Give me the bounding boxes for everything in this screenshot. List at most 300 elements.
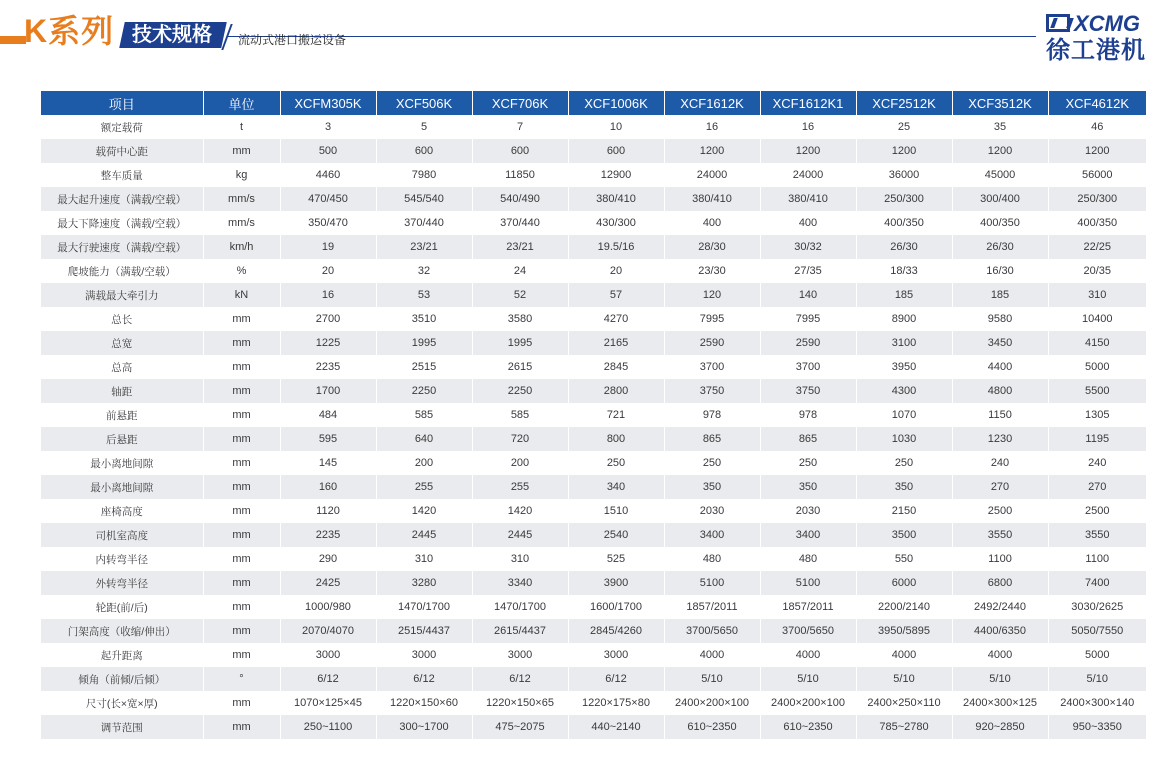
value-cell: 370/440 — [472, 211, 568, 235]
value-cell: 5/10 — [1048, 667, 1146, 691]
table-row — [41, 547, 1146, 571]
value-cell: 290 — [280, 547, 376, 571]
value-cell: 5 — [376, 115, 472, 139]
unit-cell: kg — [203, 163, 280, 187]
value-cell: 430/300 — [568, 211, 664, 235]
value-cell: 18/33 — [856, 259, 952, 283]
value-cell: 57 — [568, 283, 664, 307]
value-cell: 255 — [376, 475, 472, 499]
value-cell: 2030 — [664, 499, 760, 523]
column-header: XCF3512K — [952, 91, 1048, 115]
value-cell: 5100 — [760, 571, 856, 595]
row-label: 满载最大牵引力 — [41, 283, 203, 307]
unit-cell: mm — [203, 427, 280, 451]
value-cell: 2800 — [568, 379, 664, 403]
column-header: 项目 — [41, 91, 203, 115]
value-cell: 2400×250×110 — [856, 691, 952, 715]
value-cell: 640 — [376, 427, 472, 451]
value-cell: 45000 — [952, 163, 1048, 187]
value-cell: 350/470 — [280, 211, 376, 235]
value-cell: 600 — [376, 139, 472, 163]
row-label: 座椅高度 — [41, 499, 203, 523]
value-cell: 2500 — [1048, 499, 1146, 523]
value-cell: 3700 — [760, 355, 856, 379]
unit-cell: mm — [203, 403, 280, 427]
value-cell: 400/350 — [952, 211, 1048, 235]
row-label: 总高 — [41, 355, 203, 379]
value-cell: 6000 — [856, 571, 952, 595]
value-cell: 3450 — [952, 331, 1048, 355]
value-cell: 2445 — [376, 523, 472, 547]
value-cell: 6/12 — [280, 667, 376, 691]
value-cell: 3100 — [856, 331, 952, 355]
value-cell: 1200 — [952, 139, 1048, 163]
value-cell: 120 — [664, 283, 760, 307]
value-cell: 2200/2140 — [856, 595, 952, 619]
value-cell: 3550 — [952, 523, 1048, 547]
value-cell: 1305 — [1048, 403, 1146, 427]
value-cell: 920~2850 — [952, 715, 1048, 739]
row-label: 最小离地间隙 — [41, 451, 203, 475]
table-row — [41, 691, 1146, 715]
value-cell: 2400×200×100 — [664, 691, 760, 715]
value-cell: 3340 — [472, 571, 568, 595]
value-cell: 1120 — [280, 499, 376, 523]
value-cell: 10400 — [1048, 307, 1146, 331]
value-cell: 10 — [568, 115, 664, 139]
value-cell: 255 — [472, 475, 568, 499]
value-cell: 1195 — [1048, 427, 1146, 451]
row-label: 后悬距 — [41, 427, 203, 451]
value-cell: 380/410 — [568, 187, 664, 211]
value-cell: 785~2780 — [856, 715, 952, 739]
row-label: 门架高度（收缩/伸出） — [41, 619, 203, 643]
value-cell: 720 — [472, 427, 568, 451]
value-cell: 1000/980 — [280, 595, 376, 619]
value-cell: 22/25 — [1048, 235, 1146, 259]
value-cell: 3510 — [376, 307, 472, 331]
value-cell: 3580 — [472, 307, 568, 331]
unit-cell: mm — [203, 691, 280, 715]
value-cell: 978 — [664, 403, 760, 427]
column-header: XCFM305K — [280, 91, 376, 115]
value-cell: 3000 — [472, 643, 568, 667]
value-cell: 865 — [664, 427, 760, 451]
value-cell: 1225 — [280, 331, 376, 355]
value-cell: 4800 — [952, 379, 1048, 403]
row-label: 总长 — [41, 307, 203, 331]
value-cell: 19 — [280, 235, 376, 259]
value-cell: 400/350 — [856, 211, 952, 235]
table-row — [41, 211, 1146, 235]
value-cell: 545/540 — [376, 187, 472, 211]
value-cell: 2700 — [280, 307, 376, 331]
value-cell: 24 — [472, 259, 568, 283]
row-label: 轴距 — [41, 379, 203, 403]
value-cell: 28/30 — [664, 235, 760, 259]
value-cell: 484 — [280, 403, 376, 427]
value-cell: 400 — [760, 211, 856, 235]
row-label: 内转弯半径 — [41, 547, 203, 571]
column-header: XCF1612K1 — [760, 91, 856, 115]
value-cell: 1220×175×80 — [568, 691, 664, 715]
value-cell: 3950 — [856, 355, 952, 379]
page-header — [0, 0, 1175, 80]
value-cell: 300/400 — [952, 187, 1048, 211]
value-cell: 4000 — [664, 643, 760, 667]
table-header-row — [41, 91, 1146, 115]
value-cell: 2165 — [568, 331, 664, 355]
table-row — [41, 715, 1146, 739]
value-cell: 3700 — [664, 355, 760, 379]
row-label: 最小离地间隙 — [41, 475, 203, 499]
value-cell: 2590 — [760, 331, 856, 355]
value-cell: 5/10 — [856, 667, 952, 691]
value-cell: 46 — [1048, 115, 1146, 139]
value-cell: 2445 — [472, 523, 568, 547]
table-row — [41, 523, 1146, 547]
value-cell: 200 — [472, 451, 568, 475]
logo-en-text: XCMG — [1074, 11, 1140, 36]
value-cell: 525 — [568, 547, 664, 571]
value-cell: 8900 — [856, 307, 952, 331]
table-row — [41, 595, 1146, 619]
table-row — [41, 379, 1146, 403]
table-row — [41, 355, 1146, 379]
value-cell: 270 — [952, 475, 1048, 499]
value-cell: 250 — [760, 451, 856, 475]
logo-cn-text: 徐工港机 — [1046, 37, 1146, 64]
value-cell: 950~3350 — [1048, 715, 1146, 739]
table-row — [41, 667, 1146, 691]
table-row — [41, 427, 1146, 451]
table-row — [41, 139, 1146, 163]
value-cell: 2425 — [280, 571, 376, 595]
value-cell: 3000 — [280, 643, 376, 667]
value-cell: 2235 — [280, 523, 376, 547]
value-cell: 440~2140 — [568, 715, 664, 739]
table-row — [41, 403, 1146, 427]
value-cell: 16/30 — [952, 259, 1048, 283]
row-label: 爬坡能力（满载/空载） — [41, 259, 203, 283]
accent-bar — [0, 36, 26, 44]
table-row — [41, 187, 1146, 211]
spec-table — [41, 91, 1146, 739]
value-cell: 1470/1700 — [472, 595, 568, 619]
value-cell: 5/10 — [760, 667, 856, 691]
unit-cell: mm/s — [203, 187, 280, 211]
value-cell: 2515 — [376, 355, 472, 379]
value-cell: 585 — [376, 403, 472, 427]
table-row — [41, 283, 1146, 307]
value-cell: 1200 — [664, 139, 760, 163]
value-cell: 800 — [568, 427, 664, 451]
value-cell: 3750 — [664, 379, 760, 403]
table-body — [41, 115, 1146, 739]
value-cell: 380/410 — [664, 187, 760, 211]
value-cell: 7995 — [760, 307, 856, 331]
unit-cell: mm — [203, 643, 280, 667]
unit-cell: mm — [203, 715, 280, 739]
value-cell: 1220×150×65 — [472, 691, 568, 715]
value-cell: 6/12 — [568, 667, 664, 691]
value-cell: 3400 — [664, 523, 760, 547]
row-label: 调节范围 — [41, 715, 203, 739]
value-cell: 310 — [376, 547, 472, 571]
value-cell: 36000 — [856, 163, 952, 187]
value-cell: 160 — [280, 475, 376, 499]
value-cell: 1995 — [472, 331, 568, 355]
column-header: XCF706K — [472, 91, 568, 115]
value-cell: 4400/6350 — [952, 619, 1048, 643]
value-cell: 250 — [568, 451, 664, 475]
row-label: 载荷中心距 — [41, 139, 203, 163]
value-cell: 1200 — [760, 139, 856, 163]
value-cell: 26/30 — [856, 235, 952, 259]
value-cell: 23/21 — [472, 235, 568, 259]
value-cell: 3950/5895 — [856, 619, 952, 643]
value-cell: 3000 — [376, 643, 472, 667]
value-cell: 1100 — [1048, 547, 1146, 571]
value-cell: 3750 — [760, 379, 856, 403]
table-row — [41, 643, 1146, 667]
value-cell: 3700/5650 — [664, 619, 760, 643]
value-cell: 3030/2625 — [1048, 595, 1146, 619]
value-cell: 978 — [760, 403, 856, 427]
value-cell: 5000 — [1048, 643, 1146, 667]
value-cell: 5050/7550 — [1048, 619, 1146, 643]
row-label: 前悬距 — [41, 403, 203, 427]
value-cell: 1030 — [856, 427, 952, 451]
value-cell: 2400×300×125 — [952, 691, 1048, 715]
value-cell: 240 — [952, 451, 1048, 475]
table-row — [41, 619, 1146, 643]
column-header: XCF2512K — [856, 91, 952, 115]
value-cell: 23/21 — [376, 235, 472, 259]
value-cell: 1510 — [568, 499, 664, 523]
row-label: 司机室高度 — [41, 523, 203, 547]
row-label: 外转弯半径 — [41, 571, 203, 595]
value-cell: 12900 — [568, 163, 664, 187]
value-cell: 140 — [760, 283, 856, 307]
value-cell: 2400×200×100 — [760, 691, 856, 715]
value-cell: 200 — [376, 451, 472, 475]
unit-cell: mm — [203, 619, 280, 643]
value-cell: 1230 — [952, 427, 1048, 451]
unit-cell: mm — [203, 475, 280, 499]
value-cell: 2400×300×140 — [1048, 691, 1146, 715]
value-cell: 5000 — [1048, 355, 1146, 379]
unit-cell: ° — [203, 667, 280, 691]
value-cell: 3000 — [568, 643, 664, 667]
unit-cell: mm — [203, 451, 280, 475]
unit-cell: mm — [203, 355, 280, 379]
value-cell: 7980 — [376, 163, 472, 187]
value-cell: 3900 — [568, 571, 664, 595]
value-cell: 3280 — [376, 571, 472, 595]
value-cell: 20 — [568, 259, 664, 283]
value-cell: 250~1100 — [280, 715, 376, 739]
value-cell: 185 — [856, 283, 952, 307]
value-cell: 865 — [760, 427, 856, 451]
value-cell: 350 — [664, 475, 760, 499]
column-header: XCF506K — [376, 91, 472, 115]
value-cell: 32 — [376, 259, 472, 283]
value-cell: 5500 — [1048, 379, 1146, 403]
value-cell: 600 — [472, 139, 568, 163]
table-row — [41, 259, 1146, 283]
value-cell: 6/12 — [472, 667, 568, 691]
value-cell: 4000 — [760, 643, 856, 667]
unit-cell: mm — [203, 139, 280, 163]
value-cell: 2150 — [856, 499, 952, 523]
value-cell: 6800 — [952, 571, 1048, 595]
value-cell: 240 — [1048, 451, 1146, 475]
value-cell: 1995 — [376, 331, 472, 355]
value-cell: 3500 — [856, 523, 952, 547]
table-row — [41, 235, 1146, 259]
table-row — [41, 307, 1146, 331]
value-cell: 350 — [760, 475, 856, 499]
value-cell: 1420 — [376, 499, 472, 523]
spec-tag-label: 技术规格 — [132, 24, 212, 46]
table-row — [41, 331, 1146, 355]
value-cell: 6/12 — [376, 667, 472, 691]
value-cell: 500 — [280, 139, 376, 163]
column-header: 单位 — [203, 91, 280, 115]
unit-cell: t — [203, 115, 280, 139]
value-cell: 2500 — [952, 499, 1048, 523]
value-cell: 27/35 — [760, 259, 856, 283]
value-cell: 550 — [856, 547, 952, 571]
value-cell: 7 — [472, 115, 568, 139]
unit-cell: mm/s — [203, 211, 280, 235]
value-cell: 16 — [760, 115, 856, 139]
value-cell: 2070/4070 — [280, 619, 376, 643]
value-cell: 23/30 — [664, 259, 760, 283]
value-cell: 24000 — [760, 163, 856, 187]
value-cell: 2235 — [280, 355, 376, 379]
value-cell: 400/350 — [1048, 211, 1146, 235]
value-cell: 2540 — [568, 523, 664, 547]
value-cell: 1470/1700 — [376, 595, 472, 619]
unit-cell: km/h — [203, 235, 280, 259]
row-label: 最大起升速度（满载/空载） — [41, 187, 203, 211]
value-cell: 11850 — [472, 163, 568, 187]
table-row — [41, 451, 1146, 475]
value-cell: 2590 — [664, 331, 760, 355]
value-cell: 1600/1700 — [568, 595, 664, 619]
value-cell: 2615/4437 — [472, 619, 568, 643]
value-cell: 400 — [664, 211, 760, 235]
unit-cell: kN — [203, 283, 280, 307]
row-label: 倾角（前倾/后倾） — [41, 667, 203, 691]
column-header: XCF1612K — [664, 91, 760, 115]
value-cell: 1220×150×60 — [376, 691, 472, 715]
value-cell: 1070×125×45 — [280, 691, 376, 715]
value-cell: 2515/4437 — [376, 619, 472, 643]
value-cell: 9580 — [952, 307, 1048, 331]
table-row — [41, 163, 1146, 187]
unit-cell: mm — [203, 331, 280, 355]
value-cell: 300~1700 — [376, 715, 472, 739]
value-cell: 470/450 — [280, 187, 376, 211]
value-cell: 380/410 — [760, 187, 856, 211]
value-cell: 53 — [376, 283, 472, 307]
value-cell: 20 — [280, 259, 376, 283]
subtitle: 流动式港口搬运设备 — [238, 33, 347, 47]
value-cell: 19.5/16 — [568, 235, 664, 259]
value-cell: 1150 — [952, 403, 1048, 427]
value-cell: 4300 — [856, 379, 952, 403]
value-cell: 5/10 — [952, 667, 1048, 691]
row-label: 起升距离 — [41, 643, 203, 667]
value-cell: 7995 — [664, 307, 760, 331]
xcmg-logo — [1046, 12, 1156, 68]
value-cell: 145 — [280, 451, 376, 475]
value-cell: 2845/4260 — [568, 619, 664, 643]
value-cell: 4270 — [568, 307, 664, 331]
value-cell: 25 — [856, 115, 952, 139]
value-cell: 20/35 — [1048, 259, 1146, 283]
value-cell: 52 — [472, 283, 568, 307]
value-cell: 26/30 — [952, 235, 1048, 259]
row-label: 轮距(前/后) — [41, 595, 203, 619]
value-cell: 250/300 — [856, 187, 952, 211]
value-cell: 480 — [664, 547, 760, 571]
column-header: XCF1006K — [568, 91, 664, 115]
value-cell: 2250 — [376, 379, 472, 403]
value-cell: 3700/5650 — [760, 619, 856, 643]
value-cell: 1070 — [856, 403, 952, 427]
unit-cell: mm — [203, 307, 280, 331]
table-row — [41, 571, 1146, 595]
unit-cell: mm — [203, 499, 280, 523]
value-cell: 4000 — [856, 643, 952, 667]
row-label: 整车质量 — [41, 163, 203, 187]
value-cell: 270 — [1048, 475, 1146, 499]
spec-tag — [119, 22, 227, 48]
value-cell: 3400 — [760, 523, 856, 547]
value-cell: 475~2075 — [472, 715, 568, 739]
row-label: 最大行驶速度（满载/空载） — [41, 235, 203, 259]
value-cell: 2250 — [472, 379, 568, 403]
row-label: 最大下降速度（满载/空载） — [41, 211, 203, 235]
value-cell: 1200 — [856, 139, 952, 163]
value-cell: 1100 — [952, 547, 1048, 571]
value-cell: 250/300 — [1048, 187, 1146, 211]
value-cell: 4460 — [280, 163, 376, 187]
value-cell: 1857/2011 — [664, 595, 760, 619]
value-cell: 721 — [568, 403, 664, 427]
value-cell: 30/32 — [760, 235, 856, 259]
value-cell: 16 — [280, 283, 376, 307]
value-cell: 2030 — [760, 499, 856, 523]
value-cell: 370/440 — [376, 211, 472, 235]
value-cell: 5100 — [664, 571, 760, 595]
value-cell: 600 — [568, 139, 664, 163]
value-cell: 1420 — [472, 499, 568, 523]
row-label: 额定载荷 — [41, 115, 203, 139]
row-label: 尺寸(长×宽×厚) — [41, 691, 203, 715]
value-cell: 540/490 — [472, 187, 568, 211]
table-row — [41, 475, 1146, 499]
value-cell: 16 — [664, 115, 760, 139]
value-cell: 35 — [952, 115, 1048, 139]
table-row — [41, 115, 1146, 139]
value-cell: 585 — [472, 403, 568, 427]
unit-cell: mm — [203, 571, 280, 595]
